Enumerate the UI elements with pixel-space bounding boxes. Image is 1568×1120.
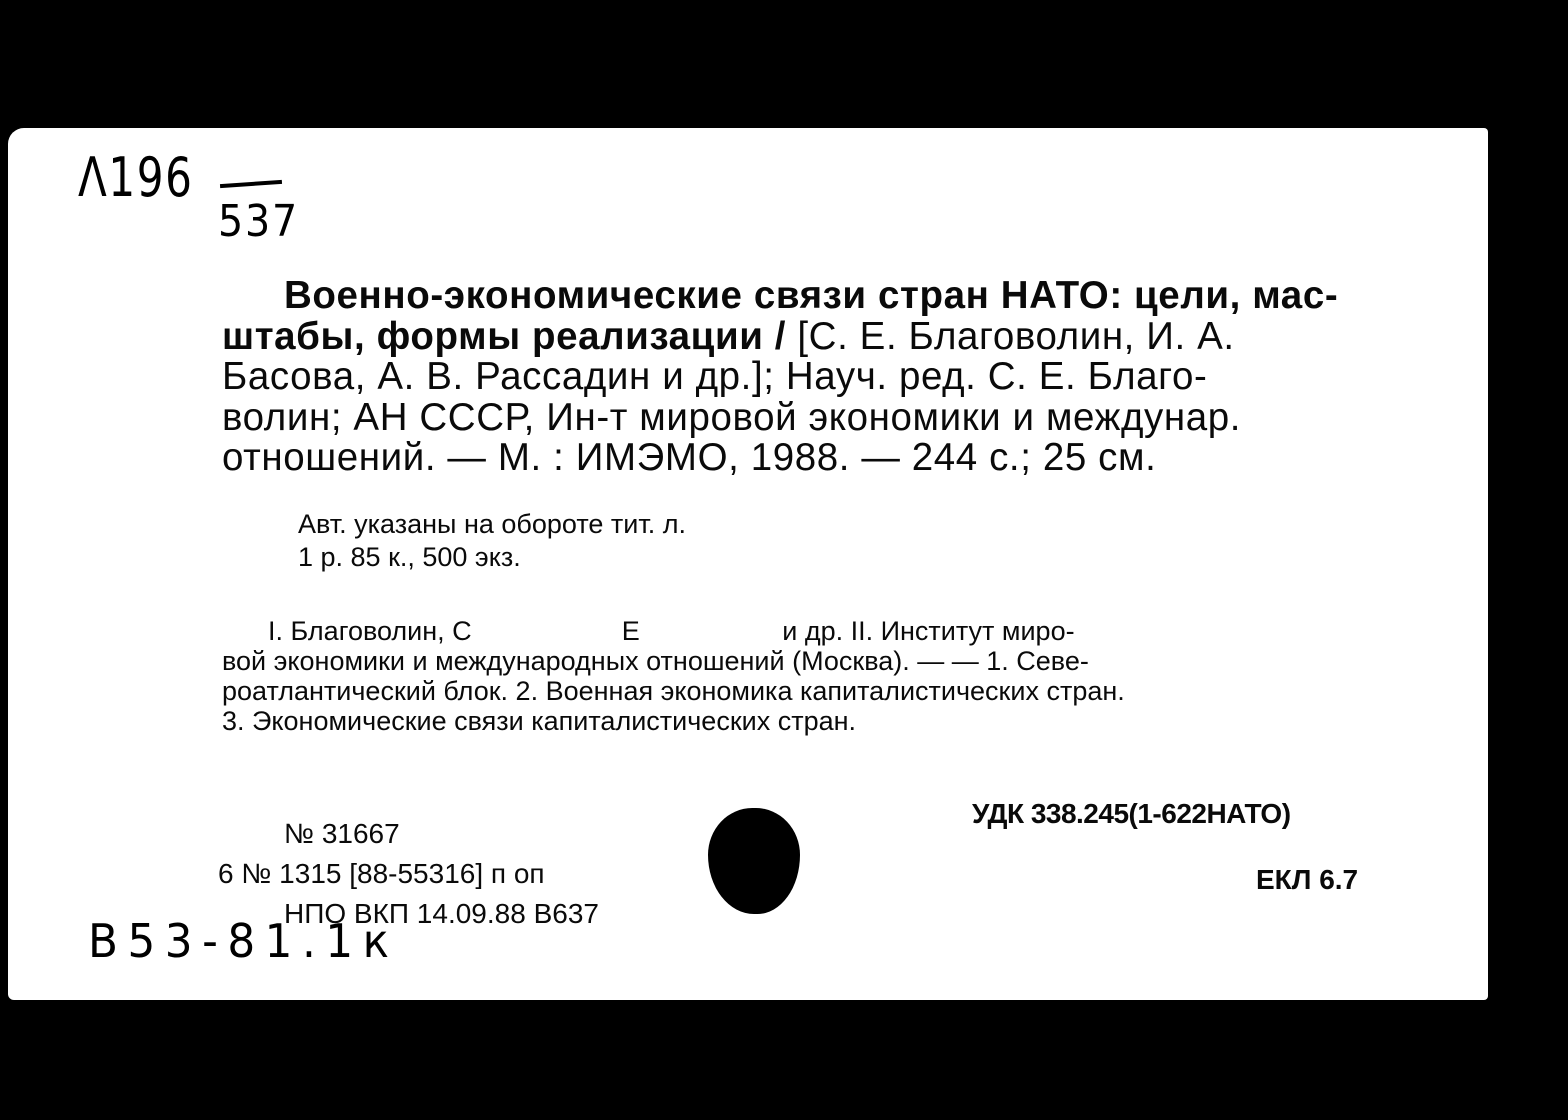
tracing-line-3: роатлантический блок. 2. Военная экономика капиталистических стран. [222, 676, 1125, 706]
entry-title-end: штабы, формы реализации / [222, 314, 787, 358]
authors-note: Авт. указаны на обороте тит. л. [298, 509, 686, 539]
tracing-line-4: 3. Экономические связи капиталистических стран. [222, 706, 857, 736]
scan-edge-mark [0, 528, 4, 568]
tracing-line-1: I. Благоволин, С Е и др. II. Институт миро- [268, 616, 1075, 646]
entry-line-3: Басова, А. В. Рассадин и др.]; Науч. ред. С. Е. Благо- [222, 355, 1208, 398]
tracings-block [222, 616, 1390, 736]
punch-hole [708, 808, 800, 914]
entry-authors-start: [С. Е. Благоволин, И. А. [797, 314, 1235, 358]
price-note: 1 р. 85 к., 500 экз. [298, 542, 521, 572]
accession-number-handwritten: В53-81.1к [88, 914, 399, 968]
ekl-code: ЕКЛ 6.7 [1256, 864, 1359, 895]
scan-edge-mark [0, 910, 4, 960]
printer-line: НПО ВКП 14.09.88 В637 [284, 898, 599, 929]
shelf-mark-bottom: 537 [218, 196, 299, 247]
entry-line-5: отношений. — М. : ИМЭМО, 1988. — 244 с.; 25 см. [222, 436, 1157, 479]
tracing-line-2: вой экономики и международных отношений (Москва). — — 1. Севе- [222, 646, 1089, 676]
shelf-mark-divider [220, 180, 282, 188]
udk-code: УДК 338.245(1-622НАТО) [972, 798, 1291, 829]
notes-block [298, 508, 686, 574]
entry-line-2 [222, 314, 1382, 358]
shelf-mark-top: Λ196 [78, 146, 194, 209]
entry-line-4: волин; АН СССР, Ин-т мировой экономики и междунар. [222, 395, 1242, 439]
entry-line-1: Военно-экономические связи стран НАТО: цели, мас- [284, 274, 1339, 317]
bibliographic-entry [222, 276, 1382, 479]
order-line: 6 № 1315 [88-55316] п оп [218, 858, 545, 889]
record-number: № 31667 [284, 818, 400, 849]
catalog-card [8, 128, 1488, 1000]
